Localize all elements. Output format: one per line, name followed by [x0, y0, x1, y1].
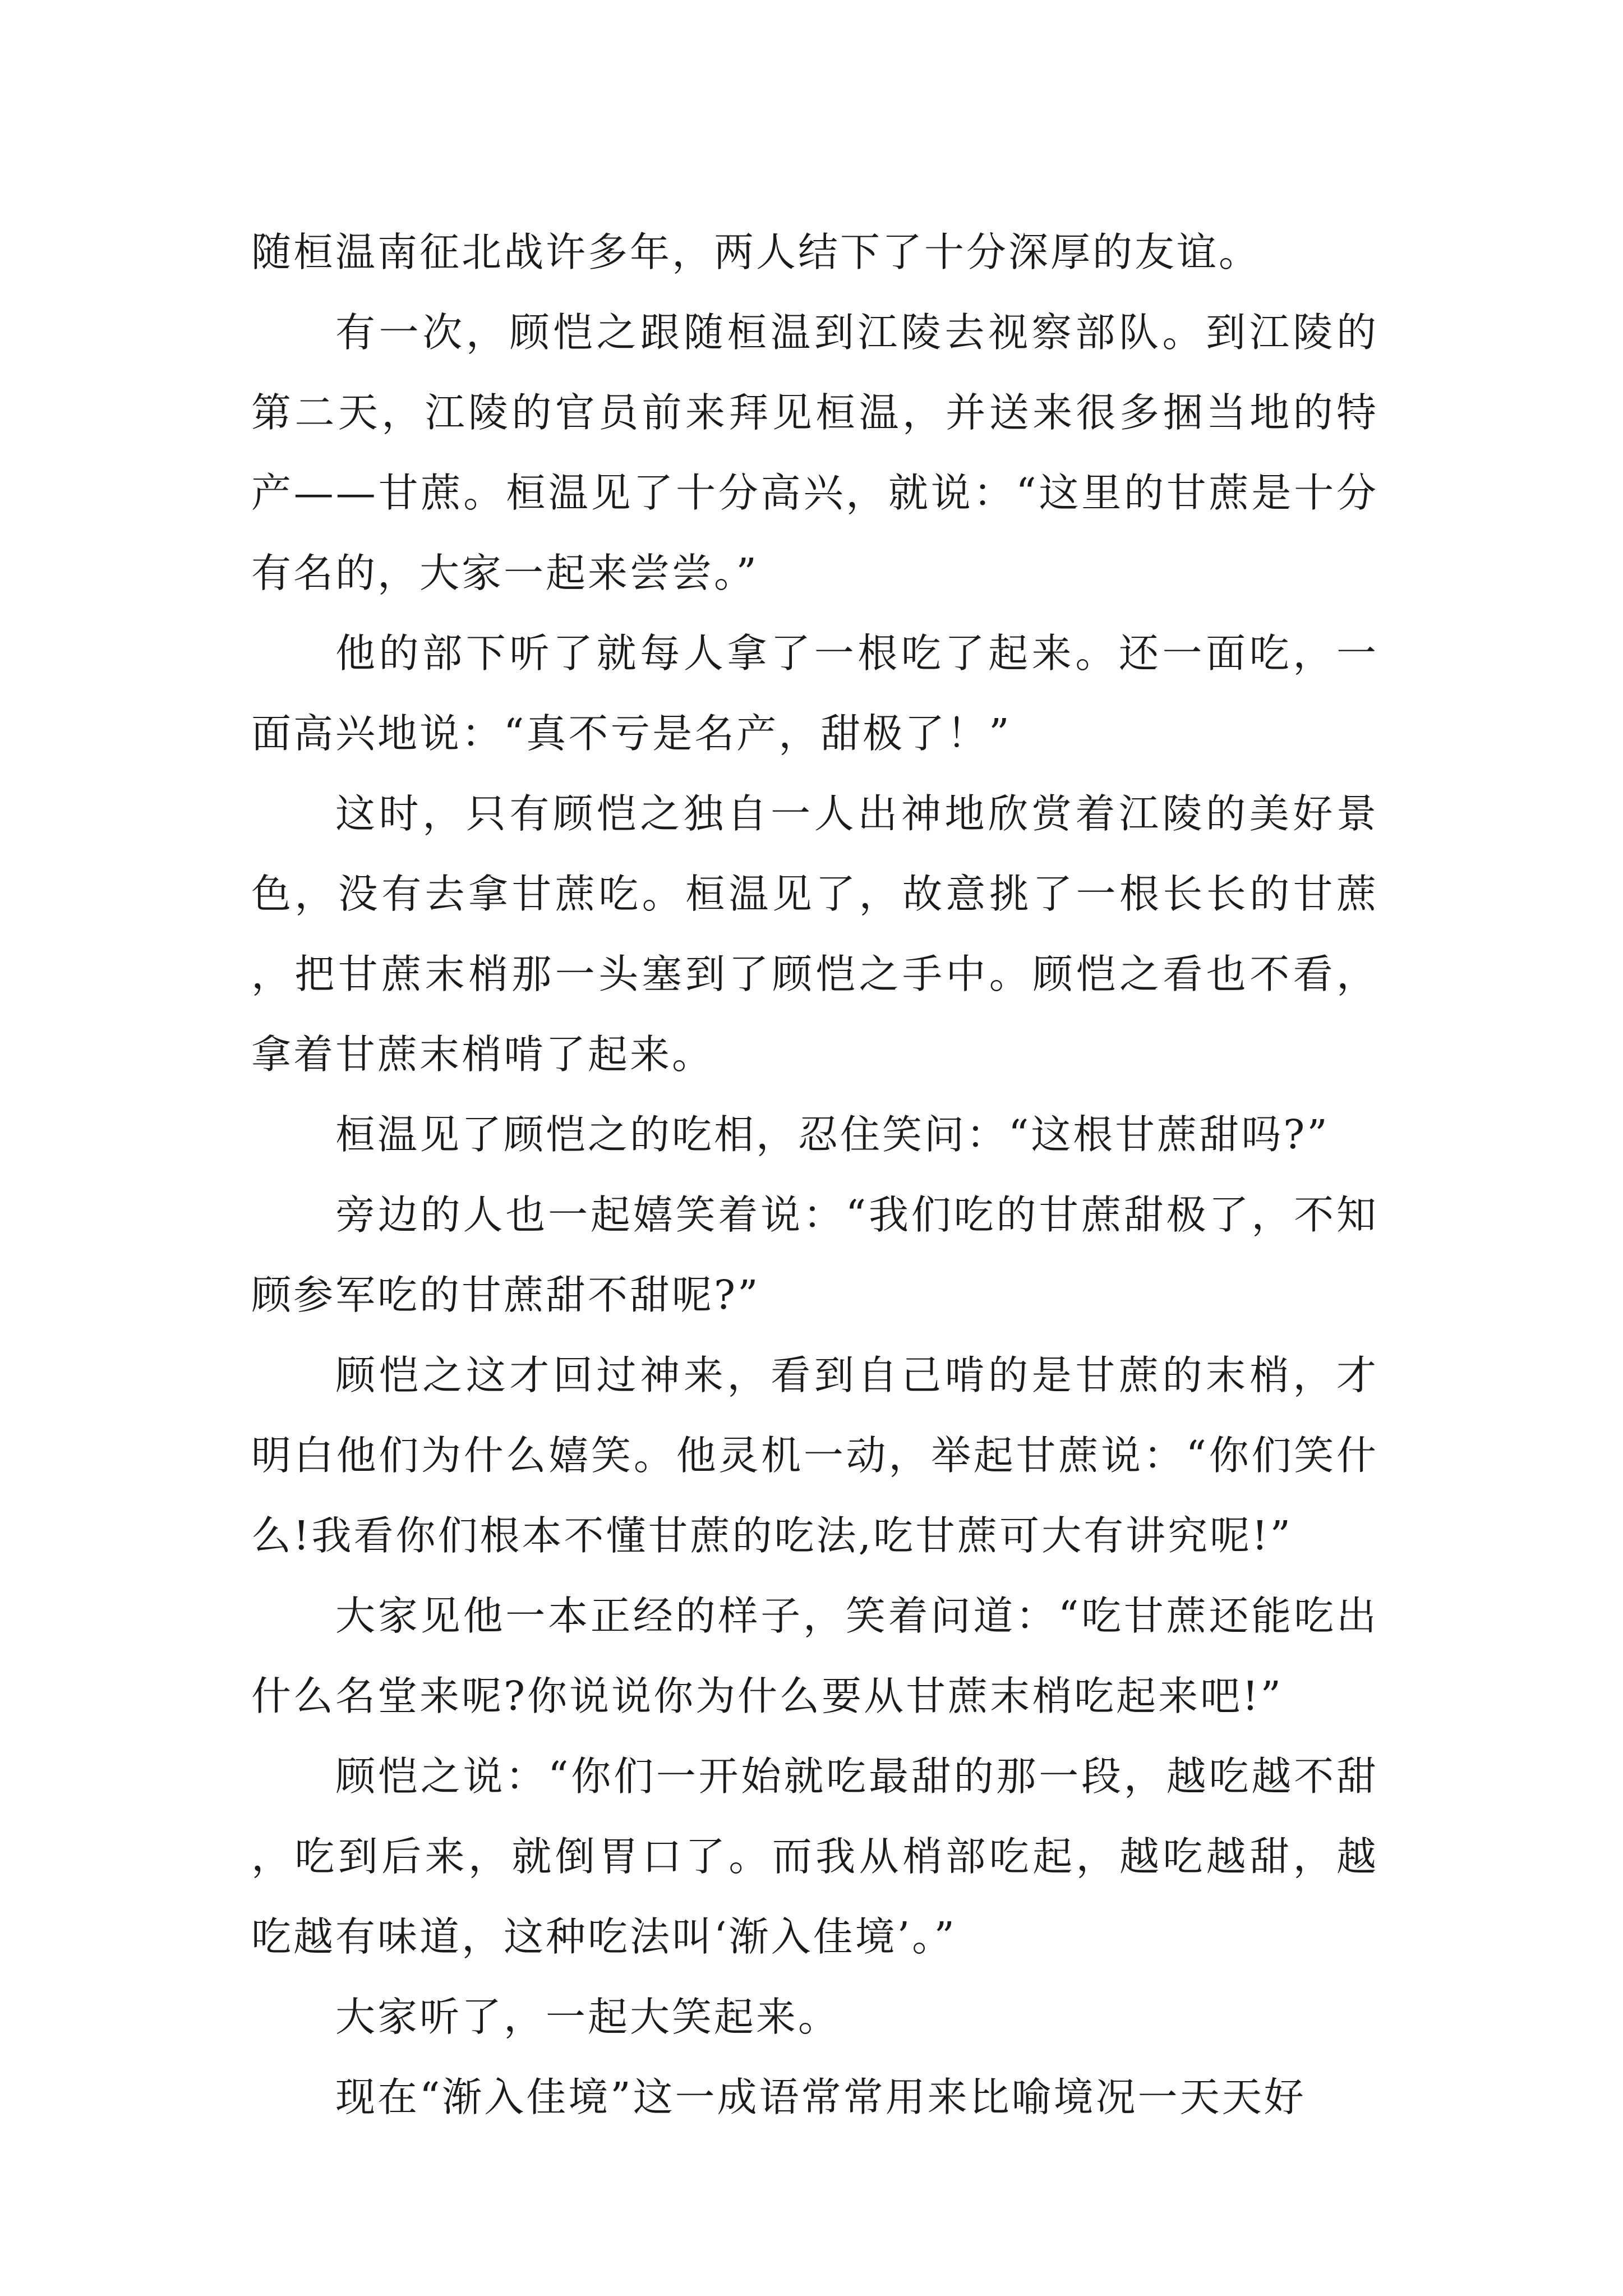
paragraph: 大家听了，一起大笑起来。 — [335, 1994, 841, 2040]
paragraph: 有一次，顾恺之跟随桓温到江陵去视察部队。到江陵的第二天，江陵的官员前来拜见桓温，并送来很多捆当地的特产——甘蔗。桓温见了十分高兴，就说：“这里的甘蔗是十分有名的，大家一起来尝尝。” — [251, 309, 1378, 596]
paragraph: 大家见他一本正经的样子，笑着问道：“吃甘蔗还能吃出什么名堂来呢?你说说你为什么要从甘蔗末梢吃起来吧!” — [251, 1593, 1378, 1719]
paragraph: 旁边的人也一起嬉笑着说：“我们吃的甘蔗甜极了，不知顾参军吃的甘蔗甜不甜呢?” — [251, 1191, 1378, 1318]
paragraph: 桓温见了顾恺之的吃相，忍住笑问：“这根甘蔗甜吗?” — [335, 1111, 1330, 1158]
paragraph: 随桓温南征北战许多年，两人结下了十分深厚的友谊。 — [251, 229, 1261, 275]
paragraph: 这时，只有顾恺之独自一人出神地欣赏着江陵的美好景色，没有去拿甘蔗吃。桓温见了，故意挑了一根长长的甘蔗，把甘蔗末梢那一头塞到了顾恺之手中。顾恺之看也不看，拿着甘蔗末梢啃了起来。 — [251, 790, 1378, 1078]
paragraph: 顾恺之说：“你们一开始就吃最甜的那一段，越吃越不甜，吃到后来，就倒胃口了。而我从梢部吃起，越吃越甜，越吃越有味道，这种吃法叫‘渐入佳境’。” — [251, 1753, 1378, 1960]
document-body — [251, 212, 1378, 2137]
paragraph: 他的部下听了就每人拿了一根吃了起来。还一面吃，一面高兴地说：“真不亏是名产，甜极了！” — [251, 630, 1378, 757]
paragraph: 现在“渐入佳境”这一成语常常用来比喻境况一天天好 — [335, 2074, 1306, 2120]
paragraph: 顾恺之这才回过神来，看到自己啃的是甘蔗的末梢，才明白他们为什么嬉笑。他灵机一动，举起甘蔗说：“你们笑什么!我看你们根本不懂甘蔗的吃法,吃甘蔗可大有讲究呢!” — [251, 1352, 1378, 1559]
